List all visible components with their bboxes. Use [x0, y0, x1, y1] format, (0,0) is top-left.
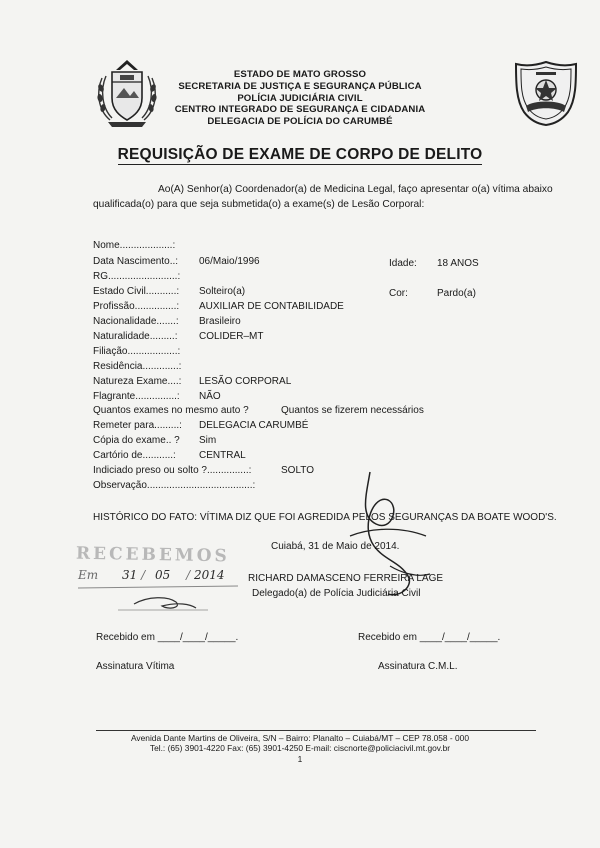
place-date: Cuiabá, 31 de Maio de 2014. — [271, 541, 400, 552]
indiciado-label: Indiciado preso ou solto ?...............: — [93, 465, 252, 476]
indiciado-value: SOLTO — [281, 465, 314, 476]
footer-address: Avenida Dante Martins de Oliveira, S/N – Bairro: Planalto – Cuiabá/MT – CEP 78.058 - 000 — [131, 733, 469, 743]
stamp-em-label: Em — [78, 568, 99, 582]
copia-label: Cópia do exame.. ? — [93, 435, 180, 446]
stamp-sep-1: / — [141, 568, 146, 582]
estado-civil-label: Estado Civil...........: — [93, 286, 180, 297]
natureza-value: LESÃO CORPORAL — [199, 376, 292, 387]
document-title: REQUISIÇÃO DE EXAME DE CORPO DE DELITO — [117, 146, 483, 163]
rg-label: RG.........................: — [93, 271, 181, 282]
natureza-label: Natureza Exame....: — [93, 376, 182, 387]
residencia-label: Residência.............: — [93, 361, 182, 372]
cor-value: Pardo(a) — [437, 288, 476, 299]
nacionalidade-label: Nacionalidade.......: — [93, 316, 179, 327]
quantos-value: Quantos se fizerem necessários — [281, 405, 424, 416]
header-line-4: CENTRO INTEGRADO DE SEGURANÇA E CIDADANIA — [174, 104, 426, 115]
observacao-label: Observação......................................: — [93, 480, 256, 491]
stamp-lines — [78, 584, 248, 614]
footer-divider — [96, 730, 536, 731]
nacionalidade-value: Brasileiro — [199, 316, 241, 327]
stamp-sep-2: / — [186, 568, 191, 582]
naturalidade-label: Naturalidade.........: — [93, 331, 178, 342]
header-line-5: DELEGACIA DE POLÍCIA DO CARUMBÉ — [207, 116, 393, 127]
intro-line-2: qualificada(o) para que seja submetida(o) a exame(s) de Lesão Corporal: — [93, 199, 425, 210]
received-stamp: RECEBEMOS — [75, 543, 230, 567]
nome-label: Nome...................: — [93, 240, 176, 251]
nascimento-label: Data Nascimento..: — [93, 256, 179, 267]
header-line-2: SECRETARIA DE JUSTIÇA E SEGURANÇA PÚBLICA — [178, 81, 422, 92]
quantos-label: Quantos exames no mesmo auto ? — [93, 405, 249, 416]
stamp-year: 2014 — [193, 568, 225, 582]
stamp-day: 31 — [121, 568, 138, 582]
profissao-label: Profissão...............: — [93, 301, 180, 312]
idade-value: 18 ANOS — [437, 258, 479, 269]
footer-contact: Tel.: (65) 3901-4220 Fax: (65) 3901-4250 E-mail: ciscnorte@policiacivil.mt.gov.br — [149, 743, 451, 753]
page-number: 1 — [297, 754, 303, 764]
remeter-label: Remeter para.........: — [93, 420, 182, 431]
signatory-role: Delegado(a) de Polícia Judiciária Civil — [252, 588, 421, 599]
flagrante-value: NÃO — [199, 391, 221, 402]
filiacao-label: Filiação..................: — [93, 346, 181, 357]
flagrante-label: Flagrante...............: — [93, 391, 180, 402]
cartorio-value: CENTRAL — [199, 450, 246, 461]
stamp-month: 05 — [154, 568, 171, 582]
received-left: Recebido em ____/____/_____. — [96, 632, 239, 643]
estado-civil-value: Solteiro(a) — [199, 286, 246, 297]
handwritten-signature — [330, 466, 450, 606]
received-right: Recebido em ____/____/_____. — [358, 632, 501, 643]
intro-line-1: Ao(A) Senhor(a) Coordenador(a) de Medicina Legal, faço apresentar o(a) vítima abaixo — [158, 184, 553, 195]
sign-victim: Assinatura Vítima — [96, 661, 175, 672]
idade-label: Idade: — [389, 258, 417, 269]
historico-text: HISTÓRICO DO FATO: VÍTIMA DIZ QUE FOI AGREDIDA PELOS SEGURANÇAS DA BOATE WOOD'S. — [93, 512, 557, 523]
cartorio-label: Cartório de...........: — [93, 450, 176, 461]
stamp-date — [78, 568, 224, 582]
sign-cml: Assinatura C.M.L. — [378, 661, 458, 672]
header-line-1: ESTADO DE MATO GROSSO — [233, 69, 367, 80]
cor-label: Cor: — [389, 288, 408, 299]
signatory-name: RICHARD DAMASCENO FERREIRA LAGE — [248, 573, 444, 584]
nascimento-value: 06/Maio/1996 — [199, 256, 260, 267]
copia-value: Sim — [199, 435, 217, 446]
profissao-value: AUXILIAR DE CONTABILIDADE — [199, 301, 344, 312]
naturalidade-value: COLIDER–MT — [199, 331, 264, 342]
header-line-3: POLÍCIA JUDICIÁRIA CIVIL — [237, 93, 363, 104]
remeter-value: DELEGACIA CARUMBÉ — [199, 420, 309, 431]
